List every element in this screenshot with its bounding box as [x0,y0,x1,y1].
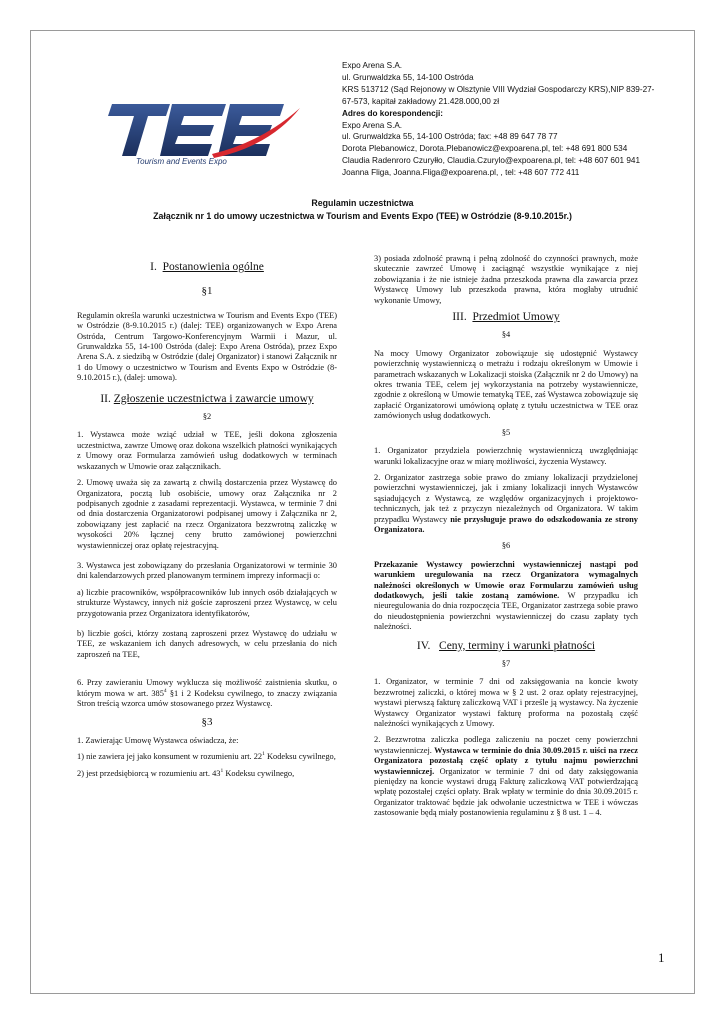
paragraph-symbol: §6 [501,541,511,551]
logo-subtitle: Tourism and Events Expo [136,157,227,166]
section-heading-4 [374,641,638,651]
section-title: Ceny, terminy i warunki płatności [439,639,596,652]
section-heading-2 [77,394,337,404]
section-heading-3 [374,312,638,322]
section-number: IV. [416,639,431,652]
header-line: ul. Grunwaldzka 55, 14-100 Ostróda [342,72,474,82]
right-column [374,254,638,825]
correspondence-label: Adres do korespondencji: [342,108,443,118]
document-title: Regulamin uczestnictwa [311,198,414,208]
header-line: 67-573, kapitał zakładowy 21.428.000,00 zł [342,96,500,106]
section-title: Zgłoszenie uczestnictwa i zawarcie umowy [113,392,314,405]
section-title: Postanowienia ogólne [162,261,264,273]
paragraph-symbol: §1 [201,285,213,298]
paragraph: 2. Organizator zastrzega sobie prawo do zmiany lokalizacji przydzielonej powierzchni wystawienniczej, jak i zmiany lokalizacji innych Wystawców sąsiadujących z Wystawcą, ze względów organizacyjnych i projektowo-technicznych, jak też z przyczyn niezależnych od Organizatora. W takim przypadku Wystawcy nie przysługuje prawo do odszkodowania ze strony Organizatora. [374,472,638,534]
paragraph: a) liczbie pracowników, współpracowników lub innych osób działających w strukturze Wystawcy, innych niż goście zaproszeni przez Wystawcę, w celu przygotowania przez Organizatora identyfikatorów, [77,587,337,618]
section-number: III. [452,311,467,324]
paragraph: 2. Umowę uważa się za zawartą z chwilą dostarczenia przez Wystawcę do Organizatora, pocztą lub osobiście, umowy oraz Załącznika nr 2 podpisanych zgodnie z zasadami reprezentacji. Wystawca, w terminie 7 dni od dnia dostarczenia Organizatorowi podpisanej umowy i Załącznika nr 2, zobowiązany jest zapłacić na rzecz Organizatora bezzwrotną zaliczkę w wysokości 20% łącznej ceny brutto zamówionej powierzchni wystawienniczej oraz opłatę rejestracyjną. [77,478,337,550]
section-number: I. [150,261,157,273]
contact-line: Dorota Plebanowicz, Dorota.Plebanowicz@expoarena.pl, tel: +48 691 800 534 [342,144,628,154]
paragraph: Na mocy Umowy Organizator zobowiązuje się udostępnić Wystawcy powierzchnię wystawienniczą o metrażu i rodzaju określonym w Umowie i parametrach wskazanych w Lokalizacji stoiska (Załącznik nr 2 do Umowy) na okres trwania TEE, celem jej wykorzystania na potrzeby wystawiennicze, zgodnie z określoną w Umowie tematyką TEE, zaś Wystawca zobowiązuje się zapłacić Organizatorowi umówioną opłatę z tytułu uczestnictwa w TEE oraz zamówionych usług dodatkowych. [374,348,638,421]
paragraph-symbol: §2 [202,412,212,422]
header-line: Expo Arena S.A. [342,61,403,70]
tee-logo [102,100,302,172]
document-subtitle: Załącznik nr 1 do umowy uczestnictwa w Tourism and Events Expo (TEE) w Ostródzie (8-9.10.2015r.) [153,211,572,221]
paragraph: b) liczbie gości, którzy zostaną zaproszeni przez Wystawcę do udziału w TEE, ze wskazaniem ich danych adresowych, w celu przesłania do nich zaproszeń na TEE, [77,628,337,659]
paragraph: 3. Wystawca jest zobowiązany do przesłania Organizatorowi w terminie 30 dni kalendarzowych przed planowanym terminem imprezy informacji o: [77,560,337,581]
paragraph: 1) nie zawiera jej jako konsument w rozumieniu art. $22^1$ Kodeksu cywilnego, [77,751,336,762]
contact-line: Expo Arena S.A. [342,120,403,130]
paragraph: 2) jest przedsiębiorcą w rozumieniu art. $43^1$ Kodeksu cywilnego, [77,767,295,778]
paragraph-symbol: §5 [501,427,511,437]
section-number: II. [100,392,111,405]
page-number: 1 [658,950,665,965]
contact-line: Joanna Fliga, Joanna.Fliga@expoarena.pl, , tel: +48 607 772 411 [342,168,580,178]
header-line: KRS 513712 (Sąd Rejonowy w Olsztynie VIII Wydział Gospodarczy KRS),NIP 839-27- [342,84,655,94]
paragraph-symbol: §4 [501,330,511,340]
paragraph-symbol: §7 [501,659,511,668]
paragraph: 1. Zawierając Umowę Wystawca oświadcza, że: [77,735,239,745]
paragraph: Regulamin określa warunki uczestnictwa w Tourism and Events Expo (TEE) w Ostródzie (8-9.10.2015 r.) (dalej: TEE) organizowanych w Expo Arena Ostróda, Centrum Targowo-Konferencyjnym Warmii i Mazur, ul. Grunwaldzka 55, 14-100 Ostróda (dalej: Expo Arena Ostróda), przez Expo Arena S.A. z siedzibą w Ostródzie (dalej Organizator) i stanowi Załącznik nr 1 do Umowy o uczestnictwo w Tourism and Events Expo w Ostródzie (8-9.10.2015 r.), (dalej: umowa). [77,310,337,383]
paragraph-symbol: §3 [201,716,213,729]
paragraph: 3) posiada zdolność prawną i pełną zdolność do czynności prawnych, może skutecznie zawrzeć Umowę i zaciągnąć wszystkie wynikające z niej zobowiązania i że nie istnieje żadna przeszkoda prawna dla zawarcia przez Wystawcę Umowy lub przeszkoda prawna, która mogłaby utrudnić wykonanie Umowy, [374,254,638,305]
section-heading-1 [77,262,337,272]
contact-line: ul. Grunwaldzka 55, 14-100 Ostróda; fax: +48 89 647 78 77 [342,132,558,142]
left-column [77,262,337,785]
company-header [342,60,687,179]
section-title: Przedmiot Umowy [472,311,560,324]
contact-line: Claudia Radenroro Czuryłło, Claudia.Czurylo@expoarena.pl, tel: +48 607 601 941 [342,156,641,166]
paragraph: Przekazanie Wystawcy powierzchni wystawienniczej nastąpi pod warunkiem uregulowania na rzecz Organizatora wymagalnych należności określonych w Umowie oraz Formularzu zamówień usług dodatkowych, jeśli takie zostaną zamówione. W przypadku ich nieuregulowania do dnia rozpoczęcia TEE, Organizator zastrzega sobie prawo do nieudostępnienia powierzchni wystawienniczej do czasu zapłaty tych należności. [374,559,638,632]
paragraph: 6. Przy zawieraniu Umowy wyklucza się możliwość zaistnienia skutku, o którym mowa w art. $385^4$ §1 i 2 Kodeksu cywilnego, to znaczy związania Stron treścią wzorca umów stosowanego przez Wystawcę. [77,678,337,708]
paragraph: 2. Bezzwrotna zaliczka podlega zaliczeniu na poczet ceny powierzchni wystawienniczej. Wystawca w terminie do dnia 30.09.2015 r. uiści na rzecz Organizatora pozostałą część opłaty z tytułu najmu powierzchni wystawienniczej. Organizator w terminie 7 dni od daty zaksięgowania pieniędzy na koncie wystawi drugą Fakturę zaliczkową VAT potwierdzającą wpłatę pozostałej części opłaty. Brak wpłaty w terminie do dnia 30.09.2015 r. Organizator traktować będzie jak odwołanie uczestnictwa w TEE i wówczas zastosowanie będą miały postanowienia regulaminu z § 8 ust. 1 – 4. [374,735,639,818]
paragraph: 1. Organizator przydziela powierzchnię wystawienniczą uwzględniając warunki lokalizacyjne oraz w miarę możliwości, życzenia Wystawcy. [374,446,638,466]
paragraph: 1. Wystawca może wziąć udział w TEE, jeśli dokona zgłoszenia uczestnictwa, zawrze Umowę oraz dokona wszelkich płatności wynikających z Umowy oraz Formularza zamówień usług dodatkowych w terminach wskazanych w Umowie oraz załącznikach. [77,430,337,471]
paragraph: 1. Organizator, w terminie 7 dni od zaksięgowania na koncie kwoty bezzwrotnej zaliczki, o której mowa w § 2 ust. 2 oraz opłaty rejestracyjnej, wystawi pierwszą fakturę zaliczkową VAT i prześle ją wystawcy. Na życzenie Wystawcy Organizator wystawi fakturę proforma na pozostałą część należności wynikających z Umowy. [374,677,638,729]
